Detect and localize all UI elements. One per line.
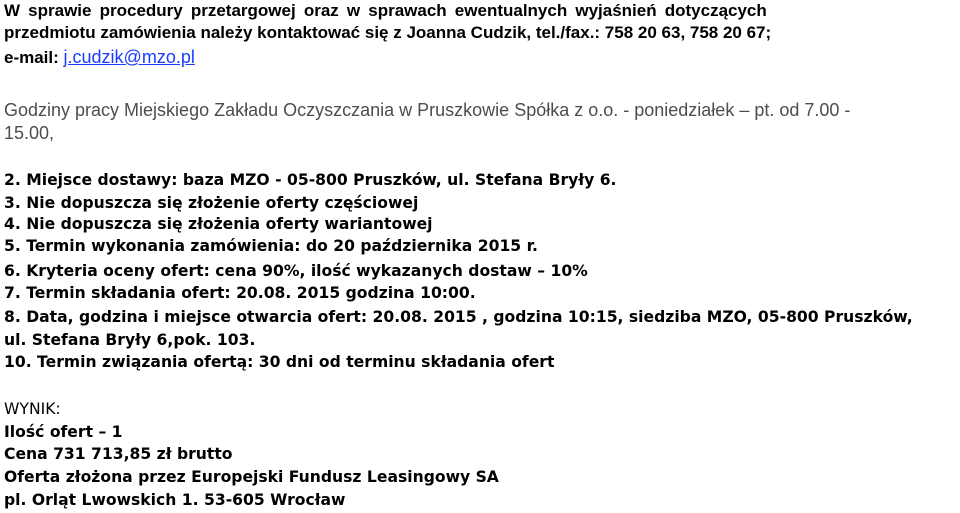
result-offer-company: Oferta złożona przez Europejski Fundusz Leasingowy SA <box>4 468 499 486</box>
result-offer-count: Ilość ofert – 1 <box>4 423 123 441</box>
item-delivery-place: 2. Miejsce dostawy: baza MZO - 05-800 Pruszków, ul. Stefana Bryły 6. <box>4 171 617 189</box>
working-hours-line-1: Godziny pracy Miejskiego Zakładu Oczyszczania w Pruszkowie Spółka z o.o. - poniedziałek – pt. od 7.00 - <box>4 100 851 120</box>
working-hours-line-2: 15.00, <box>4 123 55 143</box>
item-evaluation-criteria: 6. Kryteria oceny ofert: cena 90%, ilość wykazanych dostaw – 10% <box>4 262 588 280</box>
result-price: Cena 731 713,85 zł brutto <box>4 445 233 463</box>
email-label: e-mail: <box>4 48 64 67</box>
contact-email-line <box>4 46 195 69</box>
contact-line-1: W sprawie procedury przetargowej oraz w sprawach ewentualnych wyjaśnień dotyczących <box>4 1 767 20</box>
item-opening-details: 8. Data, godzina i miejsce otwarcia ofert: 20.08. 2015 , godzina 10:15, siedziba MZO, 05-800 Pruszków, <box>4 308 913 326</box>
contact-line-2: przedmiotu zamówienia należy kontaktować się z Joanna Cudzik, tel./fax.: 758 20 63, 758 20 67; <box>4 23 772 42</box>
document-page <box>4 0 956 513</box>
item-binding-period: 10. Termin związania ofertą: 30 dni od terminu składania ofert <box>4 353 555 371</box>
item-completion-deadline: 5. Termin wykonania zamówienia: do 20 października 2015 r. <box>4 237 538 255</box>
item-submission-deadline: 7. Termin składania ofert: 20.08. 2015 godzina 10:00. <box>4 284 476 302</box>
result-company-address: pl. Orląt Lwowskich 1. 53-605 Wrocław <box>4 491 346 509</box>
email-link[interactable]: j.cudzik@mzo.pl <box>63 47 195 67</box>
result-heading: WYNIK: <box>4 400 61 418</box>
item-partial-offers: 3. Nie dopuszcza się złożenie oferty częściowej <box>4 194 419 212</box>
item-opening-address: ul. Stefana Bryły 6,pok. 103. <box>4 331 256 349</box>
item-variant-offers: 4. Nie dopuszcza się złożenia oferty wariantowej <box>4 215 433 233</box>
